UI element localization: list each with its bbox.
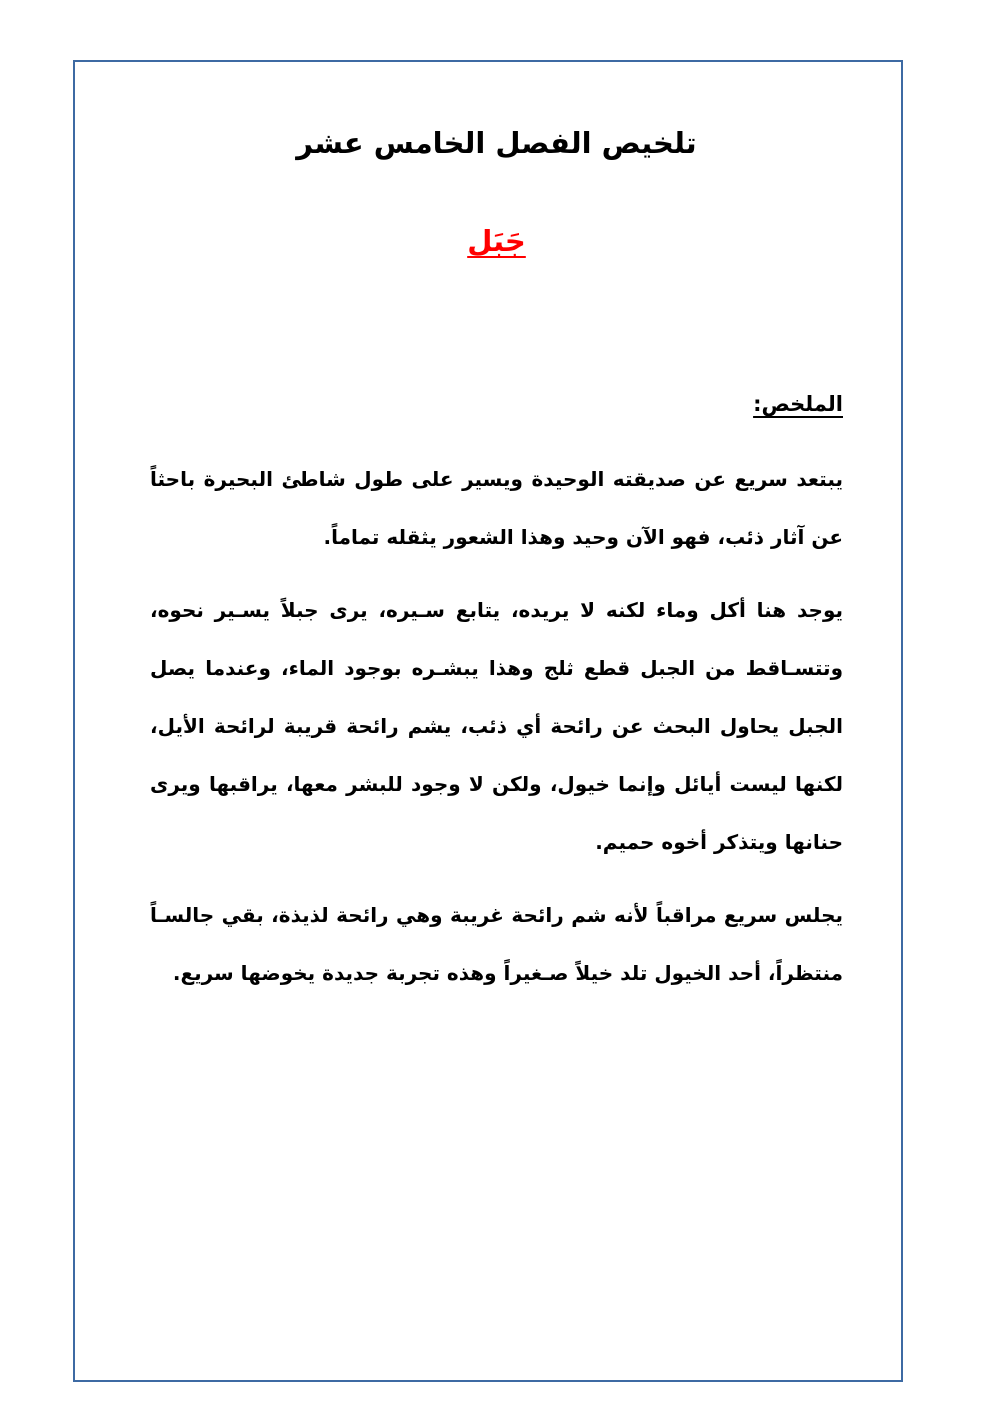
chapter-subtitle-text: جَبَل — [467, 224, 526, 258]
summary-paragraph-2: يوجد هنا أكل وماء لكنه لا يريده، يتابع سـيره، يرى جبلاً يسـير نحوه، وتتسـاقط من الجبل قطع ثلج وهذا يبشـره بوجود الماء، وعندما يصل الجبل يحاول البحث عن رائحة أي ذئب، يشم رائحة قريبة لرائحة الأيل، لكنها ليست أيائل وإنما خيول، ولكن لا وجود للبشر معها، يراقبها ويرى حنانها ويتذكر أخوه حميم. — [150, 598, 843, 854]
chapter-subtitle — [150, 214, 843, 268]
summary-heading: الملخص: — [753, 392, 843, 416]
summary-paragraph-3: يجلس سريع مراقباً لأنه شم رائحة غريبة وهي رائحة لذيذة، بقي جالسـاً منتظراً، أحد الخيول تلد خيلاً صـغيراً وهذه تجربة جديدة يخوضها سريع. — [150, 903, 843, 985]
summary-paragraph-1: يبتعد سريع عن صديقته الوحيدة ويسير على طول شاطئ البحيرة باحثاً عن آثار ذئب، فهو الآن وحيد وهذا الشعور يثقله تماماً. — [150, 467, 843, 549]
page-title: تلخيص الفصل الخامس عشر — [296, 126, 697, 160]
summary-body — [150, 450, 843, 1017]
